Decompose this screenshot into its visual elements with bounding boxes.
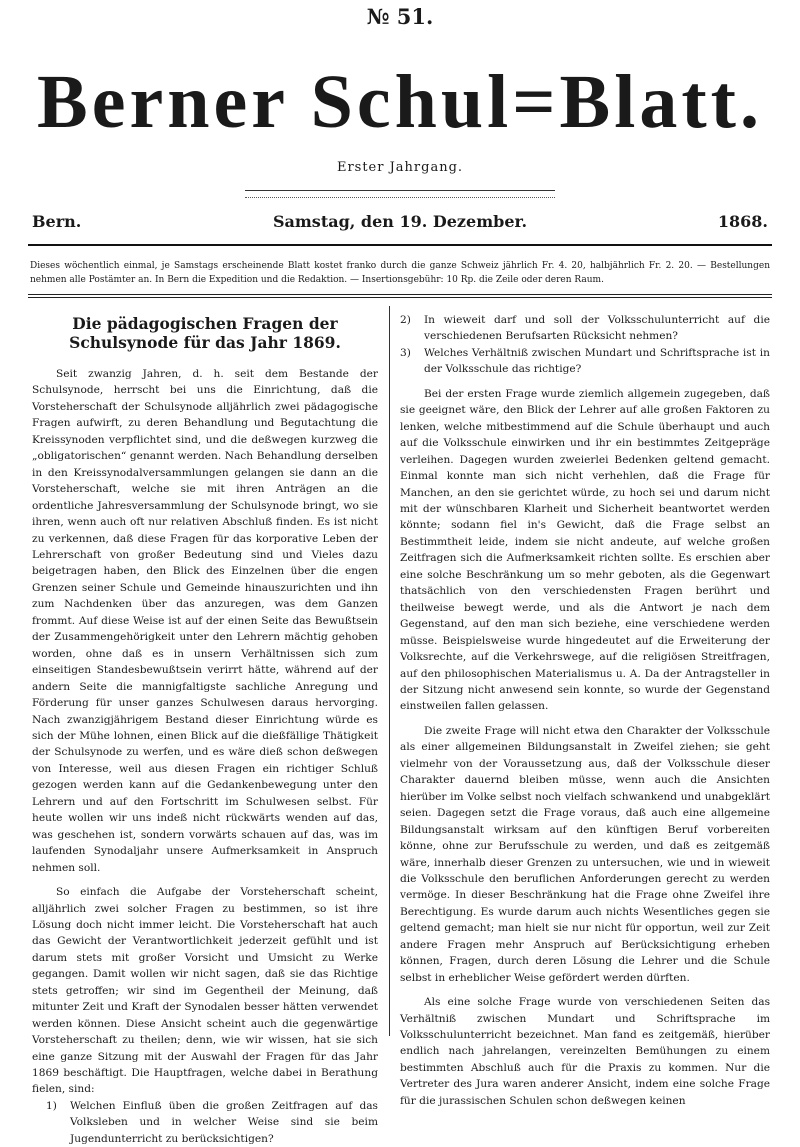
article-paragraph: Bei der ersten Frage wurde ziemlich allgemein zugegeben, daß sie geeignet wäre, den Blick der Lehrer auf alle großen Faktoren zu lenken, welche mitbestimmend auf die Schule überhaupt und auch auf die Volksschule einwirken und ihr ein bestimmtes Zeitgepräge verleihen. Dagegen wurden zweierlei Bedenken geltend gemacht. Einmal konnte man sich nicht verhehlen, daß die Frage für Manchen, an den sie gerichtet würde, zu hoch sei und darum nicht mit der wünschbaren Klarheit und Sicherheit beantwortet werden könnte; sodann fiel in's Gewicht, daß die Frage selbst an Bestimmtheit leide, indem sie nicht andeute, auf welche großen Zeitfragen sich die Aufmerksamkeit richten sollte. Es erschien aber eine solche Beschränkung um so mehr geboten, als die Gegenwart thatsächlich von den verschiedensten Fragen berührt und theilweise bewegt werde, und als die Antwort je nach dem Gegenstand, auf den man sich beziehe, eine verschiedene werden müsse. Beispielsweise wurde hingedeutet auf die Erweiterung der Volksrechte, auf die Verkehrswege, auf die religiösen Streitfragen, auf den philosophischen Materialismus u. A. Da der Antragsteller in der Sitzung nicht anwesend sein konnte, so wurde der Gegenstand einstweilen fallen gelassen. xyxy=(400,387,770,713)
article-paragraph: Als eine solche Frage wurde von verschiedenen Seiten das Verhältniß zwischen Mundart und Schriftsprache im Volksschulunterricht bezeichnet. Man fand es zeitgemäß, hierüber endlich nach jahrelangen, vereinzelten Bemühungen zu einem bestimmten Abschluß auch für die Praxis zu kommen. Nur die Vertreter des Jura waren anderer Ansicht, indem eine solche Frage für die jurassischen Schulen schon deßwegen keinen xyxy=(400,996,770,1107)
question-item xyxy=(32,1098,378,1147)
column-divider xyxy=(389,306,390,1036)
notice-rule-top xyxy=(28,294,772,295)
question-text: Welchen Einfluß üben die großen Zeitfragen auf das Volksleben und in welcher Weise sind sie beim Jugendunterricht zu berücksichtigen? xyxy=(70,1099,378,1145)
issue-number: № 51. xyxy=(366,4,434,29)
article-paragraph: So einfach die Aufgabe der Vorsteherschaft scheint, alljährlich zwei solcher Fragen zu bestimmen, so ist ihre Lösung doch nicht immer leicht. Die Vorsteherschaft hat auch das Gewicht der Verantwortlichkeit jederzeit gefühlt und ist darum stets mit großer Vorsicht und Umsicht zu Werke gegangen. Damit wollen wir nicht sagen, daß sie das Richtige stets getroffen; wir sind im Gegentheil der Meinung, daß mitunter Zeit und Kraft der Synodalen besser hätten verwendet werden können. Diese Ansicht scheint auch die gegenwärtige Vorsteherschaft zu theilen; denn, wie wir wissen, hat sie sich eine ganze Sitzung mit der Auswahl der Fragen für das Jahr 1869 beschäftigt. Die Hauptfragen, welche dabei in Berathung fielen, sind: xyxy=(32,886,378,1096)
left-column xyxy=(32,312,378,1147)
question-text: In wieweit darf und soll der Volksschulunterricht auf die verschiedenen Berufsarten Rücksicht nehmen? xyxy=(424,314,770,343)
article-paragraph: Die zweite Frage will nicht etwa den Charakter der Volksschule als einer allgemeinen Bildungsanstalt in Zweifel ziehen; sie geht vielmehr von der Voraussetzung aus, daß der Volksschule dieser Charakter dauernd bleiben müsse, wenn auch die Ansichten hierüber im Volke selbst noch vielfach schwankend und unabgeklärt seien. Dagegen setzt die Frage voraus, daß auch eine allgemeine Bildungsanstalt wirksam auf den künftigen Beruf vorbereiten könne, ohne zur Berufsschule zu werden, und daß es zeitgemäß wäre, innerhalb dieser Grenzen zu untersuchen, wie und in wieweit die Volksschule den beruflichen Anforderungen gerecht zu werden vermöge. In dieser Beschränkung hat die Frage ohne Zweifel ihre Berechtigung. Es wurde darum auch nichts Wesentliches gegen sie geltend gemacht; man hielt sie nur nicht für opportun, weil zur Zeit andere Fragen mehr Anspruch auf Berücksichtigung erheben können, Fragen, durch deren Lösung die Lehrer und die Schule selbst in erheblicher Weise gefördert werden dürften. xyxy=(400,724,770,984)
city-label: Bern. xyxy=(32,212,82,231)
question-number: 1) xyxy=(46,1099,57,1112)
year-label: 1868. xyxy=(717,212,768,231)
question-text: Welches Verhältniß zwischen Mundart und Schriftsprache ist in der Volksschule das richtige? xyxy=(424,346,770,376)
question-number: 2) xyxy=(400,314,411,326)
header-rule xyxy=(28,244,772,246)
right-column xyxy=(400,312,770,1109)
article-paragraph: Seit zwanzig Jahren, d. h. seit dem Bestande der Schulsynode, herrscht bei uns die Einrichtung, daß die Vorsteherschaft der Schulsynode alljährlich zwei pädagogische Fragen aufwirft, zu deren Behandlung und Begutachtung die Kreissynoden verpflichtet sind, und die deßwegen kurzweg die „obligatorischen“ genannt werden. Nach Behandlung derselben in den Kreissynodalversammlungen gelangen sie dann an die Vorsteherschaft, welche sie mit ihren Anträgen an die ordentliche Jahresversammlung der Schulsynode bringt, wo sie ihren, wenn auch oft nur relativen Abschluß finden. Es ist nicht zu verkennen, daß diese Fragen für das korporative Leben der Lehrerschaft von großer Bedeutung sind und Vieles dazu beigetragen haben, den Blick des Einzelnen über die engen Grenzen seiner Schule und Gemeinde hinauszurichten und ihn zum Nachdenken über das anzuregen, was dem Ganzen frommt. Auf diese Weise ist auf der einen Seite das Bewußtsein der Zusammengehörigkeit unter den Lehrern mächtig gehoben worden, ohne daß es in unsern Verhältnissen sich zum einseitigen Standesbewußtsein verirrt hätte, während auf der andern Seite die mannigfaltigste sachliche Anregung und Förderung für unser ganzes Schulwesen daraus hervorging. Nach zwanzigjährigem Bestand dieser Einrichtung würde es sich der Mühe lohnen, einen Blick auf die dießfällige Thätigkeit der Schulsynode zu werfen, und es wäre dieß schon deßwegen von Interesse, weil aus diesen Fragen ein richtiger Schluß gezogen werden kann auf die Gedankenbewegung unter den Lehrern und auf den Fortschritt im Schulwesen selbst. Für heute wollen wir uns indeß nicht rückwärts wenden auf das, was geschehen ist, sondern vorwärts schauen auf das, was im laufenden Synodaljahr unsere Aufmerksamkeit in Anspruch nehmen soll. xyxy=(32,368,378,874)
subscription-notice: Dieses wöchentlich einmal, je Samstags erscheinende Blatt kostet franko durch die ganze Schweiz jährlich Fr. 4. 20, halbjährlich Fr. 2. 20. — Bestellungen nehmen alle Postämter an. In Bern die Expedition und die Redaktion. — Insertionsgebühr: 10 Rp. die Zeile oder deren Raum. xyxy=(30,261,770,285)
question-item xyxy=(400,312,770,345)
edition-label: Erster Jahrgang. xyxy=(336,160,464,175)
article-title: Die pädagogischen Fragen der Schulsynode für das Jahr 1869. xyxy=(69,314,341,352)
ornament-divider xyxy=(245,190,555,198)
issue-date: Samstag, den 19. Dezember. xyxy=(272,212,528,231)
dateline xyxy=(32,212,768,232)
masthead-title: Berner Schul=Blatt. xyxy=(37,60,763,144)
notice-rule-bottom xyxy=(28,297,772,298)
question-number: 3) xyxy=(400,346,411,359)
question-item xyxy=(400,345,770,378)
